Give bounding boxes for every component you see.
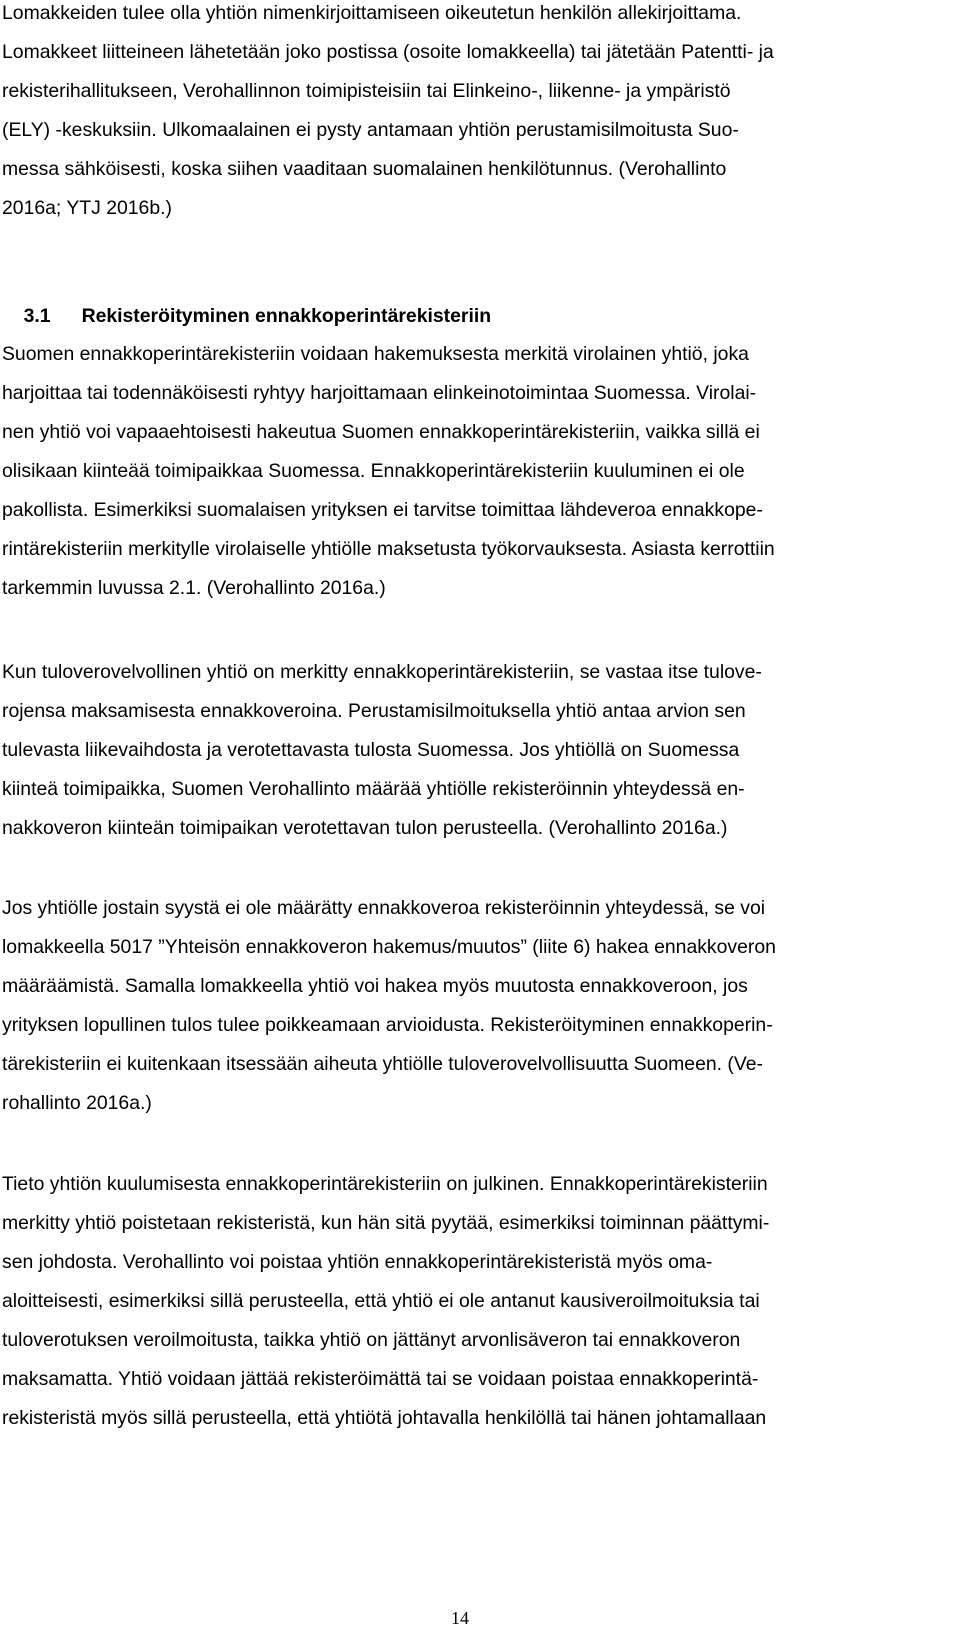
text-line: 2016a; YTJ 2016b.) [2,197,172,219]
text-line: tärekisteriin ei kuitenkaan itsessään aiheuta yhtiölle tuloverovelvollisuutta Suomeen. (Ve- [2,1053,763,1075]
paragraph-2 [2,653,924,848]
text-line: tarkemmin luvussa 2.1. (Verohallinto 2016a.) [2,577,386,599]
text-line: messa sähköisesti, koska siihen vaaditaan suomalainen henkilötunnus. (Verohallinto [2,158,727,180]
text-line: Jos yhtiölle jostain syystä ei ole määrätty ennakkoveroa rekisteröinnin yhteydessä, se voi [2,897,766,919]
text-line: nakkoveron kiinteän toimipaikan verotettavan tulon perusteella. (Verohallinto 2016a.) [2,817,728,839]
text-line: rintärekisteriin merkitylle virolaiselle yhtiölle maksetusta työkorvauksesta. Asiasta kerrottiin [2,538,775,560]
text-line: rohallinto 2016a.) [2,1092,152,1114]
text-line: sen johdosta. Verohallinto voi poistaa yhtiön ennakkoperintärekisteristä myös oma- [2,1251,713,1273]
text-line: Kun tuloverovelvollinen yhtiö on merkitty ennakkoperintärekisteriin, se vastaa itse tulove- [2,661,762,683]
text-line: määräämistä. Samalla lomakkeella yhtiö voi hakea myös muutosta ennakkoveroon, jos [2,975,748,997]
section-number: 3.1 [23,305,51,327]
text-line: olisikaan kiinteää toimipaikkaa Suomessa. Ennakkoperintärekisteriin kuuluminen ei ole [2,460,745,482]
text-line: maksamatta. Yhtiö voidaan jättää rekisteröimättä tai se voidaan poistaa ennakkoperintä- [2,1368,759,1390]
paragraph-1 [2,335,924,608]
text-line: rekisterihallitukseen, Verohallinnon toimipisteisiin tai Elinkeino-, liikenne- ja ympäristö [2,80,731,102]
text-line: tuloverotuksen veroilmoitusta, taikka yhtiö on jättänyt arvonlisäveron tai ennakkoveron [2,1329,741,1351]
text-line: lomakkeella 5017 ”Yhteisön ennakkoveron hakemus/muutos” (liite 6) hakea ennakkoveron [2,936,776,958]
paragraph-3 [2,889,924,1123]
text-line: Lomakkeet liitteineen lähetetään joko postissa (osoite lomakkeella) tai jätetään Patentti- ja [2,41,774,63]
page-number: 14 [451,1608,469,1628]
intro-paragraph [2,0,924,228]
text-line: kiinteä toimipaikka, Suomen Verohallinto määrää yhtiölle rekisteröinnin yhteydessä en- [2,778,745,800]
text-line: rojensa maksamisesta ennakkoveroina. Perustamisilmoituksella yhtiö antaa arvion sen [2,700,746,722]
text-line: tulevasta liikevaihdosta ja verotettavasta tulosta Suomessa. Jos yhtiöllä on Suomessa [2,739,740,761]
text-line: (ELY) -keskuksiin. Ulkomaalainen ei pysty antamaan yhtiön perustamisilmoitusta Suo- [2,119,739,141]
paragraph-4 [2,1165,924,1438]
text-line: pakollista. Esimerkiksi suomalaisen yrityksen ei tarvitse toimittaa lähdeveroa ennakkope- [2,499,763,521]
text-line: Suomen ennakkoperintärekisteriin voidaan hakemuksesta merkitä virolainen yhtiö, joka [2,343,749,365]
text-line: yrityksen lopullinen tulos tulee poikkeamaan arvioidusta. Rekisteröityminen ennakkoperin- [2,1014,773,1036]
text-line: aloitteisesti, esimerkiksi sillä perusteella, että yhtiö ei ole antanut kausiveroilmoituksia tai [2,1290,760,1312]
text-line: Tieto yhtiön kuulumisesta ennakkoperintärekisteriin on julkinen. Ennakkoperintärekisteriin [2,1173,768,1195]
text-line: rekisteristä myös sillä perusteella, että yhtiötä johtavalla henkilöllä tai hänen johtamallaan [2,1407,767,1429]
section-title: Rekisteröityminen ennakkoperintärekisteriin [81,305,492,327]
text-line: harjoittaa tai todennäköisesti ryhtyy harjoittamaan elinkeinotoimintaa Suomessa. Virolai- [2,382,757,404]
text-line: nen yhtiö voi vapaaehtoisesti hakeutua Suomen ennakkoperintärekisteriin, vaikka sillä ei [2,421,760,443]
text-line: merkitty yhtiö poistetaan rekisteristä, kun hän sitä pyytää, esimerkiksi toiminnan päättymi- [2,1212,770,1234]
text-line: Lomakkeiden tulee olla yhtiön nimenkirjoittamiseen oikeutetun henkilön allekirjoittama. [2,2,742,24]
